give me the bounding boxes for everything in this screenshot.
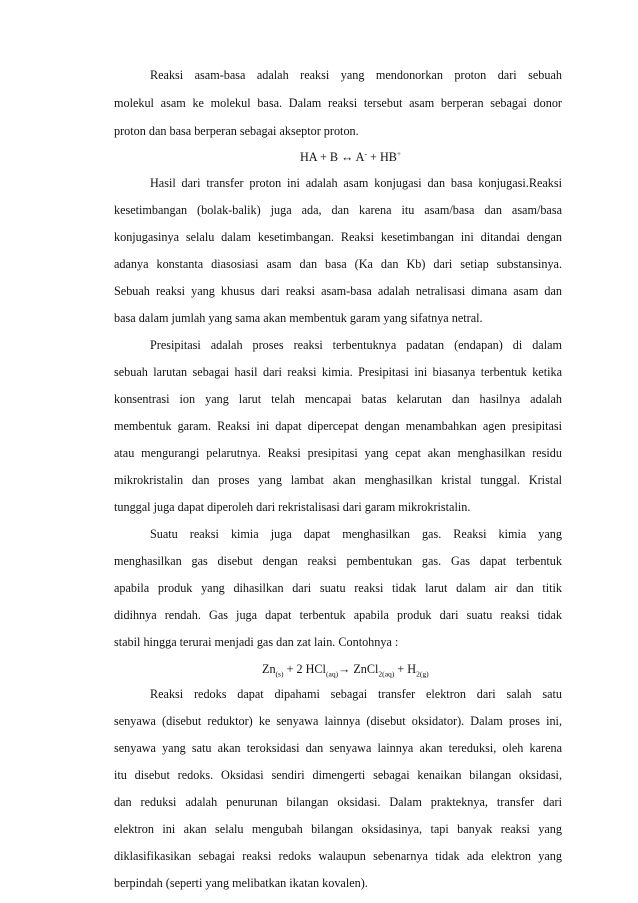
eq-term: HA [300,150,317,164]
eq-arrow: ↔ [341,150,354,164]
text-line: stabil hingga terurai menjadi gas dan zat lain. Contohnya : [114,635,399,649]
text-line: konjugasinya selalu dalam kesetimbangan. Reaksi kesetimbangan ini ditandai dengan [114,230,562,244]
text-line: kesetimbangan (bolak-balik) juga ada, dan karena itu asam/basa dan asam/basa [114,203,562,217]
text-line: membentuk garam. Reaksi ini dapat dipercepat dengan menambahkan agen presipitasi [114,419,562,433]
eq-term: + [370,150,377,164]
text-line: konsentrasi ion yang larut telah mencapai batas kelarutan dan hasilnya adalah [114,392,562,406]
eq-charge: + [396,148,402,158]
text-line: mikrokristalin dan proses yang lambat akan menghasilkan kristal tunggal. Kristal [114,473,562,487]
text-line: Reaksi redoks dapat dipahami sebagai transfer elektron dari salah satu [150,687,562,701]
text-line: proton dan basa berperan sebagai akseptor proton. [114,124,359,138]
text-line: itu disebut redoks. Oksidasi sendiri dimengerti sebagai kenaikan bilangan oksidasi, [114,768,562,782]
eq-charge: - [364,148,367,158]
text-line: adanya konstanta diasosiasi asam dan basa (Ka dan Kb) dari setiap substansinya. [114,257,562,271]
text-line: menghasilkan gas disebut dengan reaksi pembentukan gas. Gas dapat terbentuk [114,554,562,568]
equation-acid-base [300,149,420,165]
text-line: senyawa (disebut reduktor) ke senyawa lainnya (disebut oksidator). Dalam proses ini, [114,714,562,728]
text-line: Sebuah reaksi yang khusus dari reaksi asam-basa adalah netralisasi dimana asam dan [114,284,562,298]
eq-term: B [329,150,339,164]
text-line: dan reduksi adalah penurunan bilangan oksidasi. Dalam prakteknya, transfer dari [114,795,562,809]
text-line: apabila produk yang dihasilkan dari suatu reaksi tidak larut dalam air dan titik [114,581,562,595]
text-line: senyawa yang satu akan teroksidasi dan senyawa lainnya akan tereduksi, oleh karena [114,741,562,755]
eq-term: + [319,150,327,164]
eq-term: A [355,150,365,164]
eq-term: HB [379,150,397,164]
text-line: atau mengurangi pelarutnya. Reaksi presipitasi yang cepat akan menghasilkan residu [114,446,562,460]
text-line: tunggal juga dapat diperoleh dari rekristalisasi dari garam mikrokristalin. [114,500,471,514]
text-line: Suatu reaksi kimia juga dapat menghasilkan gas. Reaksi kimia yang [150,527,562,541]
text-line: didihnya rendah. Gas juga dapat terbentuk apabila produk dari suatu reaksi tidak [114,608,562,622]
text-line: diklasifikasikan sebagai reaksi redoks walaupun sebenarnya tidak ada elektron yang [114,849,562,863]
text-line: Presipitasi adalah proses reaksi terbentuknya padatan (endapan) di dalam [150,338,562,352]
text-line: molekul asam ke molekul basa. Dalam reaksi tersebut asam berperan sebagai donor [114,96,562,110]
text-line: elektron ini akan selalu mengubah bilangan oksidasinya, tapi banyak reaksi yang [114,822,562,836]
text-line: berpindah (seperti yang melibatkan ikatan kovalen). [114,876,368,890]
text-line: basa dalam jumlah yang sama akan membentuk garam yang sifatnya netral. [114,311,483,325]
text-line: Hasil dari transfer proton ini adalah asam konjugasi dan basa konjugasi.Reaksi [150,176,562,190]
equation-gas: $Zn_{(s)} + 2$ HCl$_{(aq)}$→ ZnCl$_{2(aq)}$ + $H_{2(g)}$ [262,662,429,679]
text-line: sebuah larutan sebagai hasil dari reaksi kimia. Presipitasi ini biasanya terbentuk ketika [114,365,562,379]
text-line: Reaksi asam-basa adalah reaksi yang mendonorkan proton dari sebuah [150,68,562,82]
